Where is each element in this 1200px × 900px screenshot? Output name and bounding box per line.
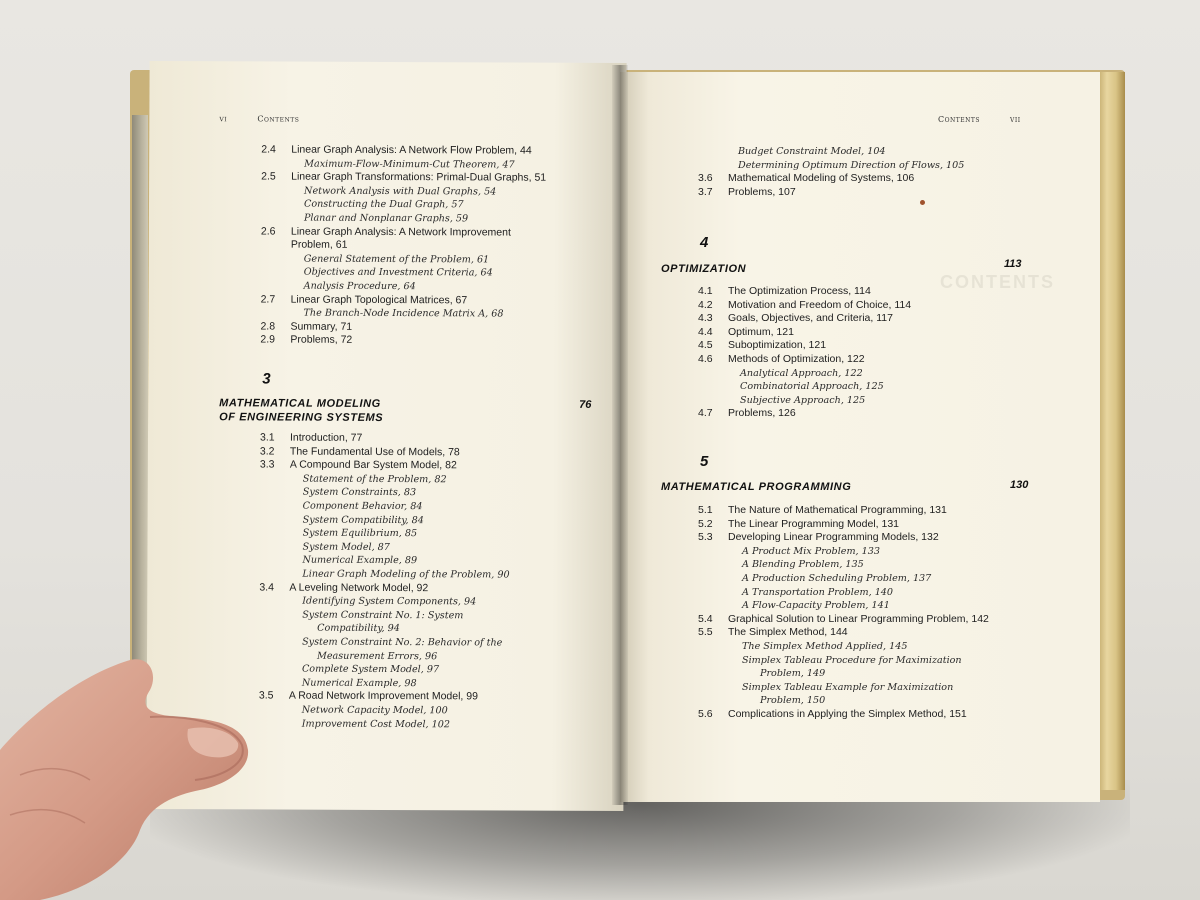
toc-entry: [698, 626, 848, 639]
toc-entry-text: Improvement Cost Model, 102: [301, 718, 450, 730]
toc-entry-number: 2.9: [260, 333, 276, 346]
toc-subentry: [302, 663, 439, 677]
toc-entry-number: 4.5: [698, 339, 713, 352]
show-through-text: CONTENTS: [940, 272, 1055, 292]
toc-subentry: [738, 145, 886, 158]
toc-entry: [698, 531, 939, 544]
toc-subentry: [740, 380, 884, 393]
toc-entry-text: Optimum, 121: [728, 325, 794, 338]
toc-entry-number: 3.4: [259, 581, 274, 594]
toc-subentry: [304, 307, 504, 321]
toc-entry-text: Numerical Example, 89: [302, 555, 418, 567]
toc-entry-number: 4.7: [698, 407, 713, 420]
toc-entry-text: The Linear Programming Model, 131: [728, 517, 900, 530]
toc-entry-number: 5.6: [698, 708, 713, 720]
toc-entry-number: 5.4: [698, 612, 713, 625]
toc-entry-text: A Product Mix Problem, 133: [742, 545, 880, 557]
toc-entry: [698, 299, 911, 312]
toc-entry-text: Compatibility, 94: [317, 623, 400, 635]
toc-entry-text: Numerical Example, 98: [301, 677, 417, 689]
toc-entry-text: Network Analysis with Dual Graphs, 54: [304, 185, 497, 198]
toc-entry-number: 3.2: [259, 445, 275, 458]
toc-subentry: [742, 681, 953, 694]
toc-entry: [698, 312, 893, 325]
toc-entry: [698, 172, 914, 185]
right-page: [620, 72, 1100, 802]
toc-subentry: [742, 654, 962, 667]
toc-subentry: [317, 649, 437, 663]
toc-subentry: [303, 472, 447, 486]
toc-subentry: [303, 527, 418, 540]
toc-entry-number: 2.6: [260, 225, 276, 238]
toc-subentry: [317, 622, 400, 635]
toc-subentry: [302, 595, 476, 609]
toc-entry-number: 4.1: [698, 285, 713, 297]
toc-subentry: [304, 184, 496, 198]
toc-subentry: [303, 500, 423, 514]
toc-entry-text: Linear Graph Modeling of the Problem, 90: [302, 568, 510, 581]
toc-entry-text: Simplex Tableau Procedure for Maximization: [742, 654, 962, 666]
toc-entry-text: The Simplex Method, 144: [728, 626, 848, 639]
book-gutter: [612, 65, 628, 805]
toc-subentry: [304, 266, 493, 280]
toc-entry: [698, 353, 865, 366]
toc-subentry: [742, 586, 893, 599]
toc-entry-number: 4.4: [698, 325, 713, 338]
toc-subentry: [302, 554, 417, 568]
toc-entry: [698, 339, 826, 352]
toc-entry-text: Identifying System Components, 94: [302, 595, 477, 608]
chapter-5-page: 130: [1010, 479, 1029, 491]
toc-entry-text: The Simplex Method Applied, 145: [742, 641, 908, 652]
toc-entry-text: Analytical Approach, 122: [740, 367, 863, 379]
toc-entry-number: 4.6: [698, 353, 713, 365]
toc-entry: [261, 225, 511, 239]
toc-subentry: [302, 540, 389, 553]
toc-subentry: [742, 572, 931, 585]
toc-entry: [261, 171, 546, 185]
toc-subentry: [760, 694, 825, 707]
toc-entry-text: A Transportation Problem, 140: [742, 586, 894, 598]
toc-entry-text: System Constraint No. 1: System: [302, 609, 464, 622]
toc-entry-text: Problems, 72: [290, 333, 353, 347]
toc-entry-text: Motivation and Freedom of Choice, 114: [728, 298, 912, 311]
toc-entry-text: A Flow-Capacity Problem, 141: [742, 600, 890, 612]
toc-entry-number: 2.7: [260, 293, 276, 306]
left-folio: vi: [219, 114, 228, 124]
toc-subentry: [740, 394, 865, 407]
toc-subentry: [302, 608, 463, 622]
toc-entry: [698, 285, 871, 298]
hand-holding-book: [0, 655, 250, 900]
toc-entry-number: 2.5: [261, 170, 276, 183]
toc-subentry: [760, 667, 825, 680]
toc-entry-text: Budget Constraint Model, 104: [738, 146, 886, 157]
toc-entry-text: Determining Optimum Direction of Flows, 105: [738, 159, 965, 171]
toc-entry: [260, 320, 352, 333]
toc-subentry: [742, 599, 890, 612]
toc-entry-text: The Optimization Process, 114: [728, 285, 871, 297]
toc-entry-text: Complete System Model, 97: [301, 663, 440, 676]
chapter-5-title: MATHEMATICAL PROGRAMMING: [661, 481, 852, 493]
chapter-4-page: 113: [1004, 258, 1022, 270]
toc-entry-text: System Equilibrium, 85: [302, 527, 418, 540]
toc-entry-text: Complications in Applying the Simplex Method, 151: [728, 708, 967, 720]
toc-entry-text: Objectives and Investment Criteria, 64: [303, 267, 493, 279]
toc-entry-text: A Production Scheduling Problem, 137: [742, 573, 932, 584]
toc-entry-number: 5.5: [698, 626, 713, 639]
chapter-3-number: 3: [262, 370, 271, 388]
toc-entry-text: The Nature of Mathematical Programming, 131: [728, 504, 947, 516]
toc-subentry: [302, 704, 448, 718]
toc-entry: [260, 334, 352, 347]
toc-entry: [259, 581, 428, 595]
toc-entry-number: 5.1: [698, 504, 713, 516]
toc-subentry: [742, 558, 864, 571]
toc-entry: [260, 445, 460, 459]
toc-entry: [698, 326, 794, 339]
toc-entry-text: Statement of the Problem, 82: [302, 473, 447, 486]
toc-entry-text: Maximum-Flow-Minimum-Cut Theorem, 47: [304, 158, 515, 171]
toc-entry: [698, 504, 947, 517]
toc-subentry: [304, 157, 515, 171]
toc-entry-text: General Statement of the Problem, 61: [303, 253, 490, 266]
toc-entry-text: A Road Network Improvement Model, 99: [288, 689, 478, 703]
toc-entry: [261, 293, 468, 307]
toc-subentry: [302, 717, 450, 731]
cover-edge-left: [132, 115, 148, 725]
toc-subentry: [303, 513, 424, 527]
chapter-5-number: 5: [700, 453, 709, 470]
toc-entry-text: A Blending Problem, 135: [742, 559, 864, 571]
page-stain: [920, 200, 925, 205]
toc-subentry: [303, 486, 416, 499]
toc-entry-text: Goals, Objectives, and Criteria, 117: [728, 312, 893, 325]
toc-entry: [698, 613, 989, 626]
toc-subentry: [302, 636, 502, 650]
toc-entry-text: Simplex Tableau Example for Maximization: [742, 681, 954, 693]
toc-subentry: [304, 212, 468, 226]
toc-entry-text: Linear Graph Analysis: A Network Improvement: [290, 225, 511, 239]
toc-entry-text: Methods of Optimization, 122: [728, 353, 865, 365]
toc-entry-number: 2.8: [260, 320, 276, 333]
toc-entry-text: The Fundamental Use of Models, 78: [289, 445, 460, 458]
toc-entry-number: 5.2: [698, 517, 713, 530]
toc-entry: [698, 186, 796, 199]
toc-entry-text: Problem, 149: [760, 668, 826, 680]
toc-entry: [259, 690, 478, 704]
chapter-3-title-line2: OF ENGINEERING SYSTEMS: [219, 411, 384, 424]
toc-entry: [698, 407, 796, 420]
toc-entry-text: The Branch-Node Incidence Matrix A, 68: [303, 307, 504, 320]
toc-entry: [698, 708, 967, 721]
toc-subentry: [302, 568, 509, 582]
toc-entry-text: Measurement Errors, 96: [317, 650, 438, 662]
toc-entry-text: System Compatibility, 84: [302, 514, 424, 526]
toc-subentry: [291, 239, 348, 252]
toc-entry-text: System Constraint No. 2: Behavior of the: [302, 636, 503, 649]
toc-subentry: [304, 252, 489, 266]
toc-subentry: [740, 367, 863, 380]
toc-entry-text: Combinatorial Approach, 125: [740, 381, 884, 393]
toc-subentry: [738, 159, 964, 172]
toc-entry-text: System Model, 87: [302, 541, 390, 553]
toc-entry-text: Problems, 126: [728, 407, 796, 420]
toc-entry-text: Linear Graph Analysis: A Network Flow Problem, 44: [291, 143, 532, 157]
toc-subentry: [304, 280, 416, 293]
toc-entry: [261, 143, 532, 157]
toc-subentry: [742, 640, 907, 653]
toc-entry-text: System Constraints, 83: [302, 487, 417, 499]
toc-entry-text: Constructing the Dual Graph, 57: [303, 199, 464, 211]
toc-entry-number: 3.7: [698, 185, 713, 198]
toc-entry-text: Network Capacity Model, 100: [301, 704, 448, 717]
toc-subentry: [302, 676, 417, 690]
toc-entry-number: 3.5: [258, 689, 274, 702]
toc-entry-number: 3.6: [698, 172, 713, 185]
toc-entry-text: Analysis Procedure, 64: [303, 280, 416, 293]
toc-entry-text: Linear Graph Topological Matrices, 67: [290, 293, 468, 306]
toc-entry-number: 3.3: [259, 458, 275, 471]
chapter-4-title: OPTIMIZATION: [661, 263, 747, 275]
toc-entry-text: Mathematical Modeling of Systems, 106: [728, 172, 915, 185]
chapter-3-title-line1: MATHEMATICAL MODELING: [219, 397, 381, 410]
toc-entry-text: Developing Linear Programming Models, 132: [728, 531, 939, 544]
toc-entry-text: A Compound Bar System Model, 82: [289, 458, 457, 472]
toc-entry-text: Graphical Solution to Linear Programming Problem, 142: [728, 612, 989, 625]
toc-entry-text: Suboptimization, 121: [728, 339, 827, 352]
toc-subentry: [304, 198, 464, 212]
chapter-4-number: 4: [700, 234, 709, 251]
toc-entry-number: 3.1: [259, 431, 275, 444]
toc-entry-text: Introduction, 77: [289, 431, 363, 444]
toc-entry: [260, 431, 362, 444]
toc-entry-text: Planar and Nonplanar Graphs, 59: [303, 212, 469, 225]
toc-entry-number: 4.2: [698, 298, 713, 311]
toc-entry-text: A Leveling Network Model, 92: [289, 581, 429, 594]
toc-entry-number: 5.3: [698, 531, 713, 544]
toc-entry-text: Component Behavior, 84: [302, 500, 423, 513]
toc-entry-text: Subjective Approach, 125: [740, 394, 866, 406]
left-running-head: Contents: [257, 114, 300, 124]
toc-subentry: [742, 545, 880, 558]
toc-entry: [260, 459, 457, 473]
right-folio: vii: [1010, 115, 1021, 124]
toc-entry-text: Summary, 71: [290, 320, 353, 333]
toc-entry-text: Problem, 150: [760, 695, 826, 707]
toc-entry-number: 4.3: [698, 312, 713, 325]
toc-entry: [698, 518, 899, 531]
right-running-head: Contents: [938, 115, 981, 124]
toc-entry-text: Linear Graph Transformations: Primal-Dual Graphs, 51: [291, 170, 547, 184]
chapter-3-page: 76: [579, 398, 592, 411]
toc-entry-number: 2.4: [261, 143, 276, 156]
toc-entry-text: Problem, 61: [290, 238, 348, 252]
toc-entry-text: Problems, 107: [728, 185, 796, 198]
